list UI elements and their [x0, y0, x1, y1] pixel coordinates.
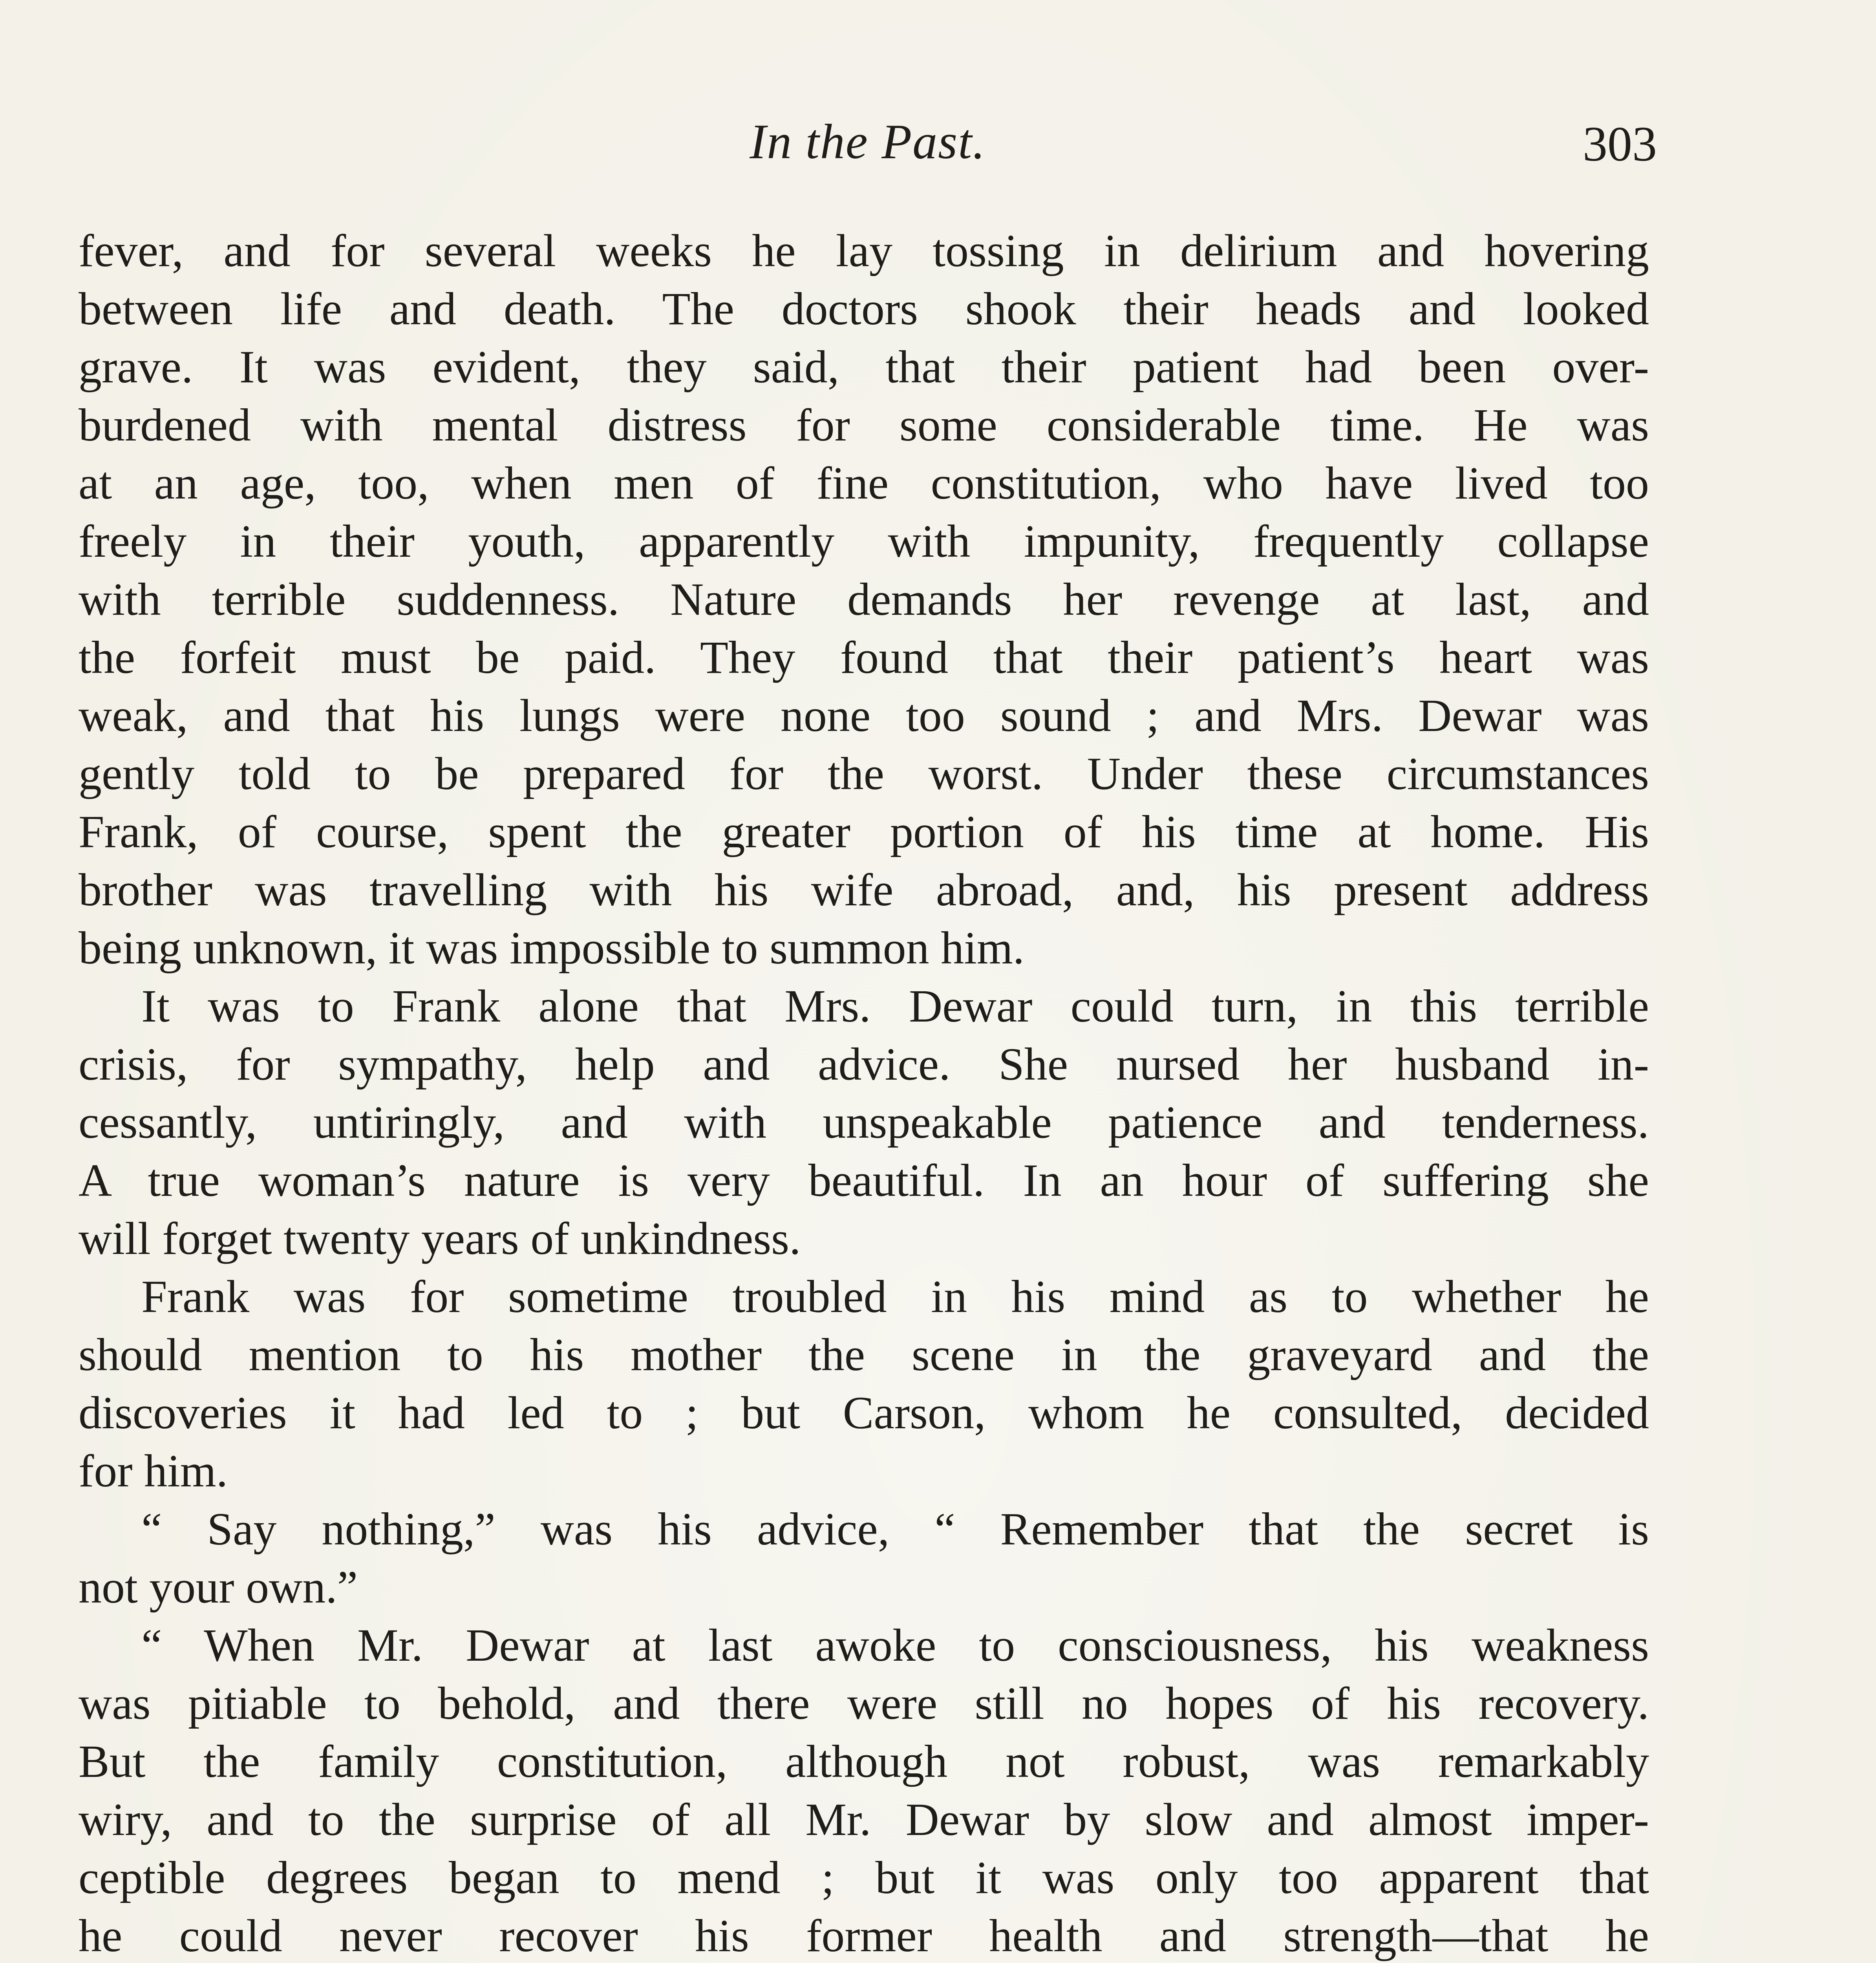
text-line: should mention to his mother the scene in the graveyard and the: [79, 1329, 1649, 1380]
page-number: 303: [1583, 117, 1657, 172]
text-line: A true woman’s nature is very beautiful. In an hour of suffering she: [79, 1155, 1649, 1206]
text-line: “ Say nothing,” was his advice, “ Remember that the secret is: [141, 1503, 1649, 1555]
text-line: he could never recover his former health and strength—that he: [79, 1910, 1649, 1961]
text-line: discoveries it had led to ; but Carson, whom he consulted, decided: [79, 1387, 1649, 1438]
text-line: being unknown, it was impossible to summon him.: [79, 922, 1025, 974]
text-line: wiry, and to the surprise of all Mr. Dewar by slow and almost imper-: [79, 1794, 1649, 1845]
text-line: brother was travelling with his wife abroad, and, his present address: [79, 864, 1649, 916]
text-line: But the family constitution, although not robust, was remarkably: [79, 1736, 1649, 1787]
text-line: fever, and for several weeks he lay tossing in delirium and hovering: [79, 225, 1649, 276]
text-line: Frank, of course, spent the greater portion of his time at home. His: [79, 806, 1649, 857]
text-line: burdened with mental distress for some considerable time. He was: [79, 399, 1649, 451]
text-line: the forfeit must be paid. They found that their patient’s heart was: [79, 632, 1649, 683]
text-line: freely in their youth, apparently with impunity, frequently collapse: [79, 515, 1649, 567]
text-line: ceptible degrees began to mend ; but it was only too apparent that: [79, 1852, 1649, 1903]
text-line: will forget twenty years of unkindness.: [79, 1213, 801, 1264]
text-line: between life and death. The doctors shook their heads and looked: [79, 283, 1649, 334]
text-line: It was to Frank alone that Mrs. Dewar could turn, in this terrible: [141, 980, 1649, 1032]
text-line: not your own.”: [79, 1561, 358, 1613]
text-line: gently told to be prepared for the worst. Under these circumstances: [79, 748, 1649, 799]
text-line: Frank was for sometime troubled in his mind as to whether he: [141, 1271, 1649, 1322]
text-line: with terrible suddenness. Nature demands her revenge at last, and: [79, 574, 1649, 625]
text-line: for him.: [79, 1445, 228, 1497]
body-text: [79, 222, 1649, 1963]
page-header: [79, 114, 1657, 181]
text-line: grave. It was evident, they said, that their patient had been over-: [79, 341, 1649, 393]
text-line: cessantly, untiringly, and with unspeakable patience and tenderness.: [79, 1097, 1649, 1148]
running-title: In the Past.: [750, 115, 986, 169]
text-line: was pitiable to behold, and there were still no hopes of his recovery.: [79, 1678, 1649, 1729]
text-line: crisis, for sympathy, help and advice. She nursed her husband in-: [79, 1038, 1649, 1090]
text-line: weak, and that his lungs were none too sound ; and Mrs. Dewar was: [79, 690, 1649, 741]
text-line: “ When Mr. Dewar at last awoke to consciousness, his weakness: [141, 1619, 1649, 1671]
text-line: at an age, too, when men of fine constitution, who have lived too: [79, 457, 1649, 509]
